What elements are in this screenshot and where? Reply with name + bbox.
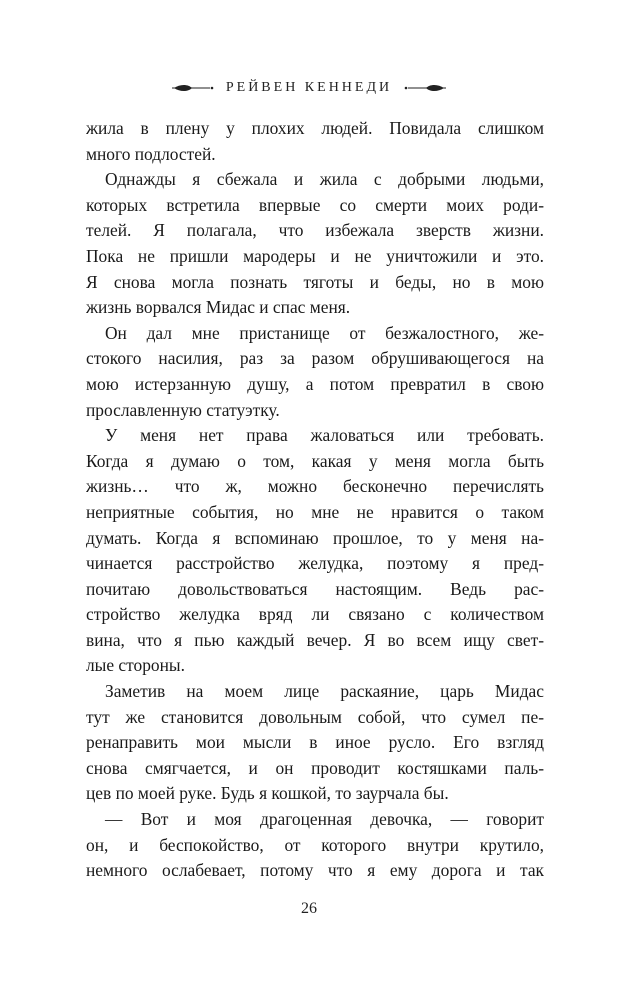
paragraph <box>86 116 544 167</box>
text-line: мою истерзанную душу, а потом превратил в свою <box>86 373 544 394</box>
text-line: — Вот и моя драгоценная девочка, — говорит <box>105 809 544 830</box>
text-line: жила в плену у плохих людей. Повидала слишком <box>86 118 544 138</box>
text-line: телей. Я полагала, что избежала зверств жизни. <box>86 220 544 241</box>
text-line: У меня нет права жаловаться или требовать. <box>105 425 544 446</box>
text-line: стройство желудка вряд ли связано с количеством <box>86 604 544 625</box>
paragraph <box>86 679 544 807</box>
text-line: вина, что я пью каждый вечер. Я во всем ищу свет- <box>86 629 544 650</box>
text-line: немного ослабевает, потому что я ему дорога и так <box>86 860 544 881</box>
text-line: Однажды я сбежала и жила с добрыми людьми, <box>105 169 544 190</box>
body-text <box>86 116 544 884</box>
text-line: почитаю довольствоваться настоящим. Ведь рас- <box>86 578 544 599</box>
ornament-flourish-left-icon <box>170 81 214 95</box>
text-line: неприятные события, но мне не нравится о таком <box>86 501 544 522</box>
text-line: тут же становится довольным собой, что сумел пе- <box>86 706 544 727</box>
text-line: лые стороны. <box>86 655 185 676</box>
text-line: Когда я думаю о том, какая у меня могла быть <box>86 450 544 471</box>
text-line: Заметив на моем лице раскаяние, царь Мидас <box>105 681 544 702</box>
running-head-title: РЕЙВЕН КЕННЕДИ <box>225 80 393 95</box>
running-head <box>0 80 618 96</box>
text-line: думать. Когда я вспоминаю прошлое, то у меня на- <box>86 527 544 548</box>
text-line: он, и беспокойство, от которого внутри крутило, <box>86 834 544 855</box>
text-line: чинается расстройство желудка, поэтому я пред- <box>86 553 544 574</box>
text-line: Он дал мне пристанище от безжалостного, же- <box>105 322 544 343</box>
paragraph <box>86 423 544 679</box>
paragraph <box>86 807 544 884</box>
page-number: 26 <box>301 900 317 917</box>
text-line: которых встретила впервые со смерти моих роди- <box>86 194 544 215</box>
text-line: Я снова могла познать тяготы и беды, но в мою <box>86 271 544 292</box>
text-line: много подлостей. <box>86 143 216 164</box>
text-line: жизнь ворвался Мидас и спас меня. <box>86 297 351 318</box>
text-line: цев по моей руке. Будь я кошкой, то заурчала бы. <box>86 783 449 804</box>
paragraph <box>86 167 544 321</box>
text-line: Пока не пришли мародеры и не уничтожили и это. <box>86 245 544 266</box>
paragraph <box>86 321 544 423</box>
text-line: снова смягчается, и он проводит костяшками паль- <box>86 757 544 778</box>
text-line: стокого насилия, раз за разом обрушивающегося на <box>86 348 544 369</box>
text-line: жизнь… что ж, можно бесконечно перечислять <box>86 476 544 497</box>
ornament-flourish-right-icon <box>404 81 448 95</box>
text-line: прославленную статуэтку. <box>86 399 280 420</box>
text-line: ренаправить мои мысли в иное русло. Его взгляд <box>86 732 544 753</box>
